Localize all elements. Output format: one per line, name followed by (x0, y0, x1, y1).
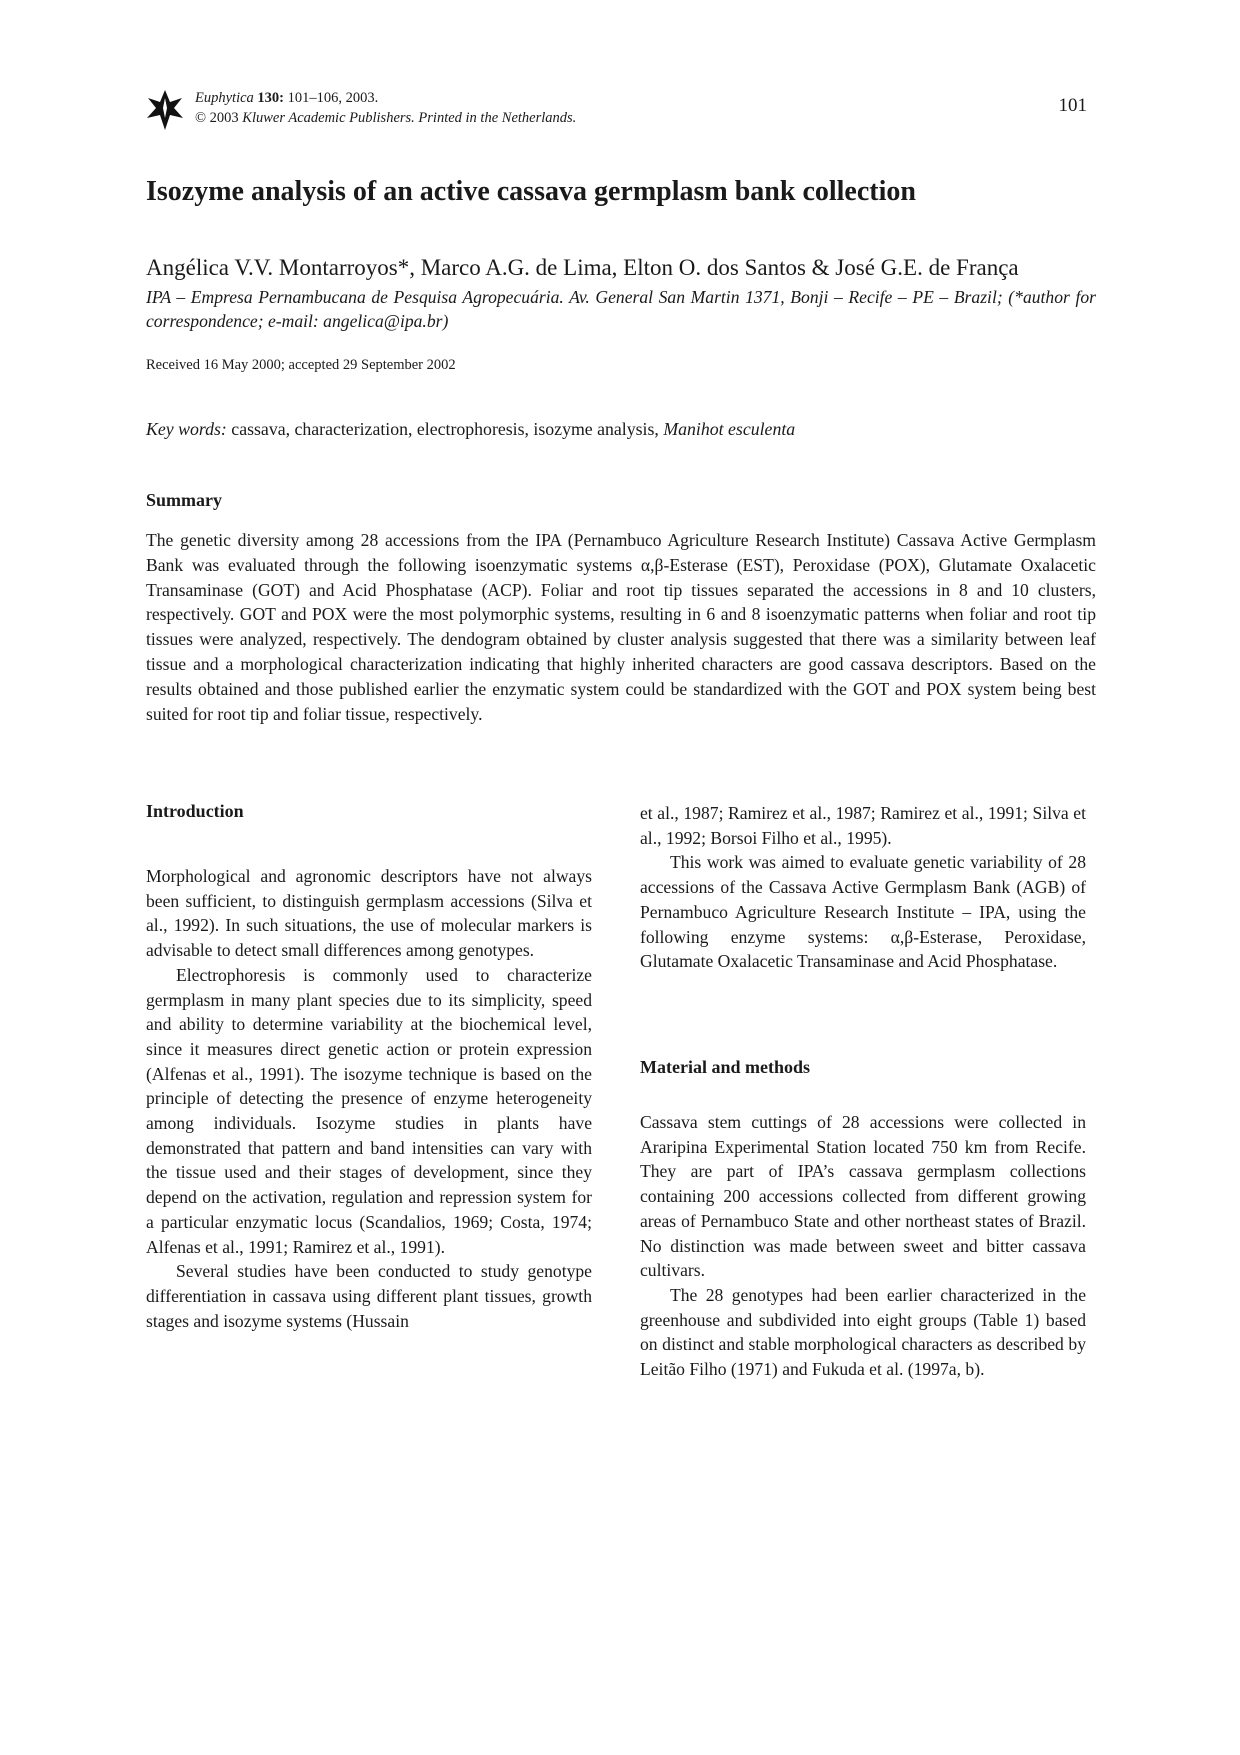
page-number: 101 (1058, 95, 1087, 116)
summary-heading: Summary (146, 490, 222, 510)
journal-pages-year: 101–106, 2003. (287, 90, 379, 106)
methods-column (640, 1110, 1086, 1382)
intro-paragraph-4: This work was aimed to evaluate genetic variability of 28 accessions of the Cassava Active Germplasm Bank (AGB) of Pernambuco Agriculture Research Institute – IPA, using the following enzyme systems: α,β-Esterase, Peroxidase, Glutamate Oxalacetic Transaminase and Acid Phosphatase. (640, 852, 1086, 972)
keywords-label: Key words: (146, 419, 227, 439)
keywords (146, 419, 795, 440)
publisher: Kluwer Academic Publishers. Printed in the Netherlands. (242, 110, 577, 126)
left-column (146, 864, 592, 1333)
journal-citation (195, 88, 576, 128)
right-column (640, 801, 1086, 974)
intro-paragraph-1: Morphological and agronomic descriptors have not always been sufficient, to distinguish germplasm accessions (Silva et al., 1992). In such situations, the use of molecular markers is advisable to detect small differences among genotypes. (146, 866, 592, 961)
affiliation: IPA – Empresa Pernambucana de Pesquisa Agropecuária. Av. General San Martin 1371, Bonji – Recife – PE – Brazil; (*author for correspondence; e-mail: angelica@ipa.br) (146, 287, 1096, 331)
author-list: Angélica V.V. Montarroyos*, Marco A.G. de Lima, Elton O. dos Santos & José G.E. de França (146, 255, 1019, 280)
introduction-heading: Introduction (146, 801, 244, 821)
keywords-species: Manihot esculenta (663, 419, 796, 439)
journal-name: Euphytica (195, 90, 254, 106)
journal-volume: 130: (257, 90, 285, 106)
methods-heading: Material and methods (640, 1057, 810, 1077)
article-title: Isozyme analysis of an active cassava germplasm bank collection (146, 176, 916, 207)
methods-paragraph-2: The 28 genotypes had been earlier characterized in the greenhouse and subdivided into eight groups (Table 1) based on distinct and stable morphological characters as described by Leitão Filho (1971) and Fukuda et al. (1997a, b). (640, 1284, 1086, 1380)
copyright: © 2003 (195, 110, 239, 126)
received-date: Received 16 May 2000; accepted 29 September 2002 (146, 357, 456, 373)
summary-text: The genetic diversity among 28 accessions from the IPA (Pernambuco Agriculture Research Institute) Cassava Active Germplasm Bank was evaluated through the following isoenzymatic systems α,β-Esterase (EST), Peroxidase (POX), Glutamate Oxalacetic Transaminase (GOT) and Acid Phosphatase (ACP). Foliar and root tip tissues separated the accessions in 8 and 10 clusters, respectively. GOT and POX were the most polymorphic systems, resulting in 6 and 8 isoenzymatic patterns when foliar and root tip tissues were analyzed, respectively. The dendogram obtained by cluster analysis suggested that there was a similarity between leaf tissue and a morphological characterization indicating that highly inherited characters are good cassava descriptors. Based on the results obtained and those published earlier the enzymatic system could be standardized with the GOT and POX system being best suited for root tip and foliar tissue, respectively. (146, 530, 1096, 724)
intro-paragraph-3-continued: et al., 1987; Ramirez et al., 1987; Ramirez et al., 1991; Silva et al., 1992; Borsoi Filho et al., 1995). (640, 803, 1086, 848)
methods-paragraph-1: Cassava stem cuttings of 28 accessions were collected in Araripina Experimental Station located 750 km from Recife. They are part of IPA’s cassava germplasm collections containing 200 accessions collected from different growing areas of Pernambuco State and other northeast states of Brazil. No distinction was made between sweet and bitter cassava cultivars. (640, 1112, 1086, 1281)
intro-paragraph-2: Electrophoresis is commonly used to characterize germplasm in many plant species due to its simplicity, speed and ability to determine variability at the biochemical level, since it measures direct genetic action or protein expression (Alfenas et al., 1991). The isozyme technique is based on the principle of detecting the presence of enzyme heterogeneity among individuals. Isozyme studies in plants have demonstrated that pattern and band intensities can vary with the tissue used and their stages of development, since they depend on the activation, regulation and repression system for a particular enzymatic locus (Scandalios, 1969; Costa, 1974; Alfenas et al., 1991; Ramirez et al., 1991). (146, 964, 592, 1257)
publisher-logo-icon (146, 88, 184, 132)
intro-paragraph-3: Several studies have been conducted to study genotype differentiation in cassava using different plant tissues, growth stages and isozyme systems (Hussain (146, 1261, 592, 1331)
keywords-list: cassava, characterization, electrophoresis, isozyme analysis, (231, 419, 659, 439)
